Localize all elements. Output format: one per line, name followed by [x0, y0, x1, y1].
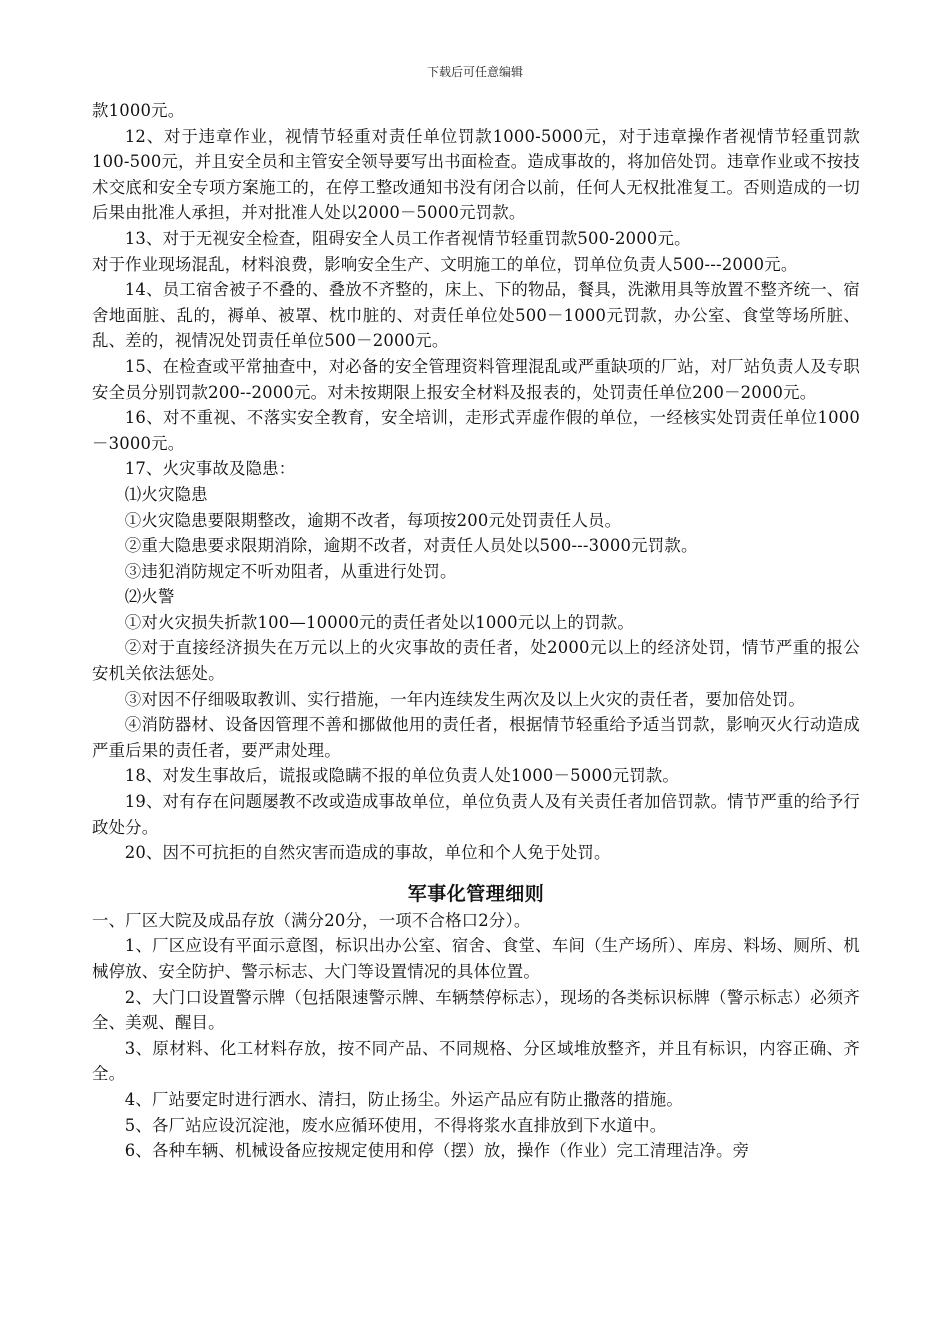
page-header: 下载后可任意编辑	[426, 65, 523, 79]
paragraph: 6、各种车辆、机械设备应按规定使用和停（摆）放，操作（作业）完工清理洁净。旁	[124, 1141, 750, 1161]
paragraph: 17、火灾事故及隐患：	[124, 459, 296, 479]
section-title: 军事化管理细则	[407, 882, 545, 905]
paragraph: ①火灾隐患要限期整改，逾期不改者，每项按200元处罚责任人员。	[124, 510, 622, 530]
paragraph: ③违犯消防规定不听劝阻者，从重进行处罚。	[124, 561, 457, 581]
paragraph: 款1000元。	[92, 101, 185, 120]
paragraph: 20、因不可抗拒的自然灾害而造成的事故，单位和个人免于处罚。	[124, 843, 611, 863]
paragraph: ①对火灾损失折款100—10000元的责任者处以1000元以上的罚款。	[124, 612, 634, 632]
paragraph: ⑵火警	[124, 587, 175, 607]
paragraph: ②对于直接经济损失在万元以上的火灾事故的责任者，处2000元以上的经济处罚，情节严重的报公安机关依法惩处。	[92, 638, 860, 684]
paragraph: ④消防器材、设备因管理不善和挪做他用的责任者，根据情节轻重给予适当罚款，影响灭火行动造成严重后果的责任者，要严肃处理。	[92, 715, 860, 760]
paragraph: 12、对于违章作业，视情节轻重对责任单位罚款1000-5000元，对于违章操作者视情节轻重罚款100-500元，并且安全员和主管安全领导要写出书面检查。造成事故的，将加倍处罚。违章作业或不按技术交底和安全专项方案施工的，在停工整改通知书没有闭合以前，任何人无权批准复工。否则造成的一切后果由批准人承担，并对批准人处以2000－5000元罚款。	[92, 126, 860, 223]
paragraph: 4、厂站要定时进行洒水、清扫，防止扬尘。外运产品应有防止撒落的措施。	[124, 1089, 683, 1109]
document-body	[92, 98, 860, 1164]
paragraph: ②重大隐患要求限期消除，逾期不改者，对责任人员处以500---3000元罚款。	[124, 536, 698, 556]
section-heading: 一、厂区大院及成品存放（满分20分，一项不合格口2分）。	[92, 910, 531, 930]
paragraph: 3、原材料、化工材料存放，按不同产品、不同规格、分区域堆放整齐，并且有标识，内容正确、齐全。	[92, 1038, 860, 1084]
paragraph: 对于作业现场混乱，材料浪费，影响安全生产、文明施工的单位，罚单位负责人500---2000元。	[92, 254, 798, 274]
paragraph: ③对因不仔细吸取教训、实行措施，一年内连续发生两次及以上火灾的责任者，要加倍处罚。	[124, 689, 806, 709]
paragraph: 16、对不重视、不落实安全教育，安全培训，走形式弄虚作假的单位，一经核实处罚责任单位1000－3000元。	[92, 408, 860, 453]
paragraph: 2、大门口设置警示牌（包括限速警示牌、车辆禁停标志），现场的各类标识标牌（警示标志）必须齐全、美观、醒目。	[92, 987, 860, 1033]
paragraph: ⑴火灾隐患	[124, 484, 208, 504]
paragraph: 19、对有存在问题屡教不改或造成事故单位，单位负责人及有关责任者加倍罚款。情节严重的给予行政处分。	[92, 792, 860, 837]
paragraph: 18、对发生事故后，谎报或隐瞒不报的单位负责人处1000－5000元罚款。	[124, 766, 680, 786]
paragraph: 15、在检查或平常抽查中，对必备的安全管理资料管理混乱或严重缺项的厂站，对厂站负责人及专职安全员分别罚款200--2000元。对未按期限上报安全材料及报表的，处罚责任单位200－2000元。	[92, 356, 860, 402]
paragraph: 5、各厂站应设沉淀池，废水应循环使用，不得将浆水直排放到下水道中。	[124, 1115, 667, 1135]
paragraph: 1、厂区应设有平面示意图，标识出办公室、宿舍、食堂、车间（生产场所）、库房、料场、厕所、机械停放、安全防护、警示标志、大门等设置情况的具体位置。	[92, 936, 860, 981]
paragraph: 13、对于无视安全检查，阻碍安全人员工作者视情节轻重罚款500-2000元。	[124, 228, 691, 248]
paragraph: 14、员工宿舍被子不叠的、叠放不齐整的，床上、下的物品，餐具，洗漱用具等放置不整齐统一、宿舍地面脏、乱的，褥单、被罩、枕巾脏的、对责任单位处500－1000元罚款，办公室、食堂等场所脏、乱、差的，视情况处罚责任单位500－2000元。	[92, 280, 860, 351]
